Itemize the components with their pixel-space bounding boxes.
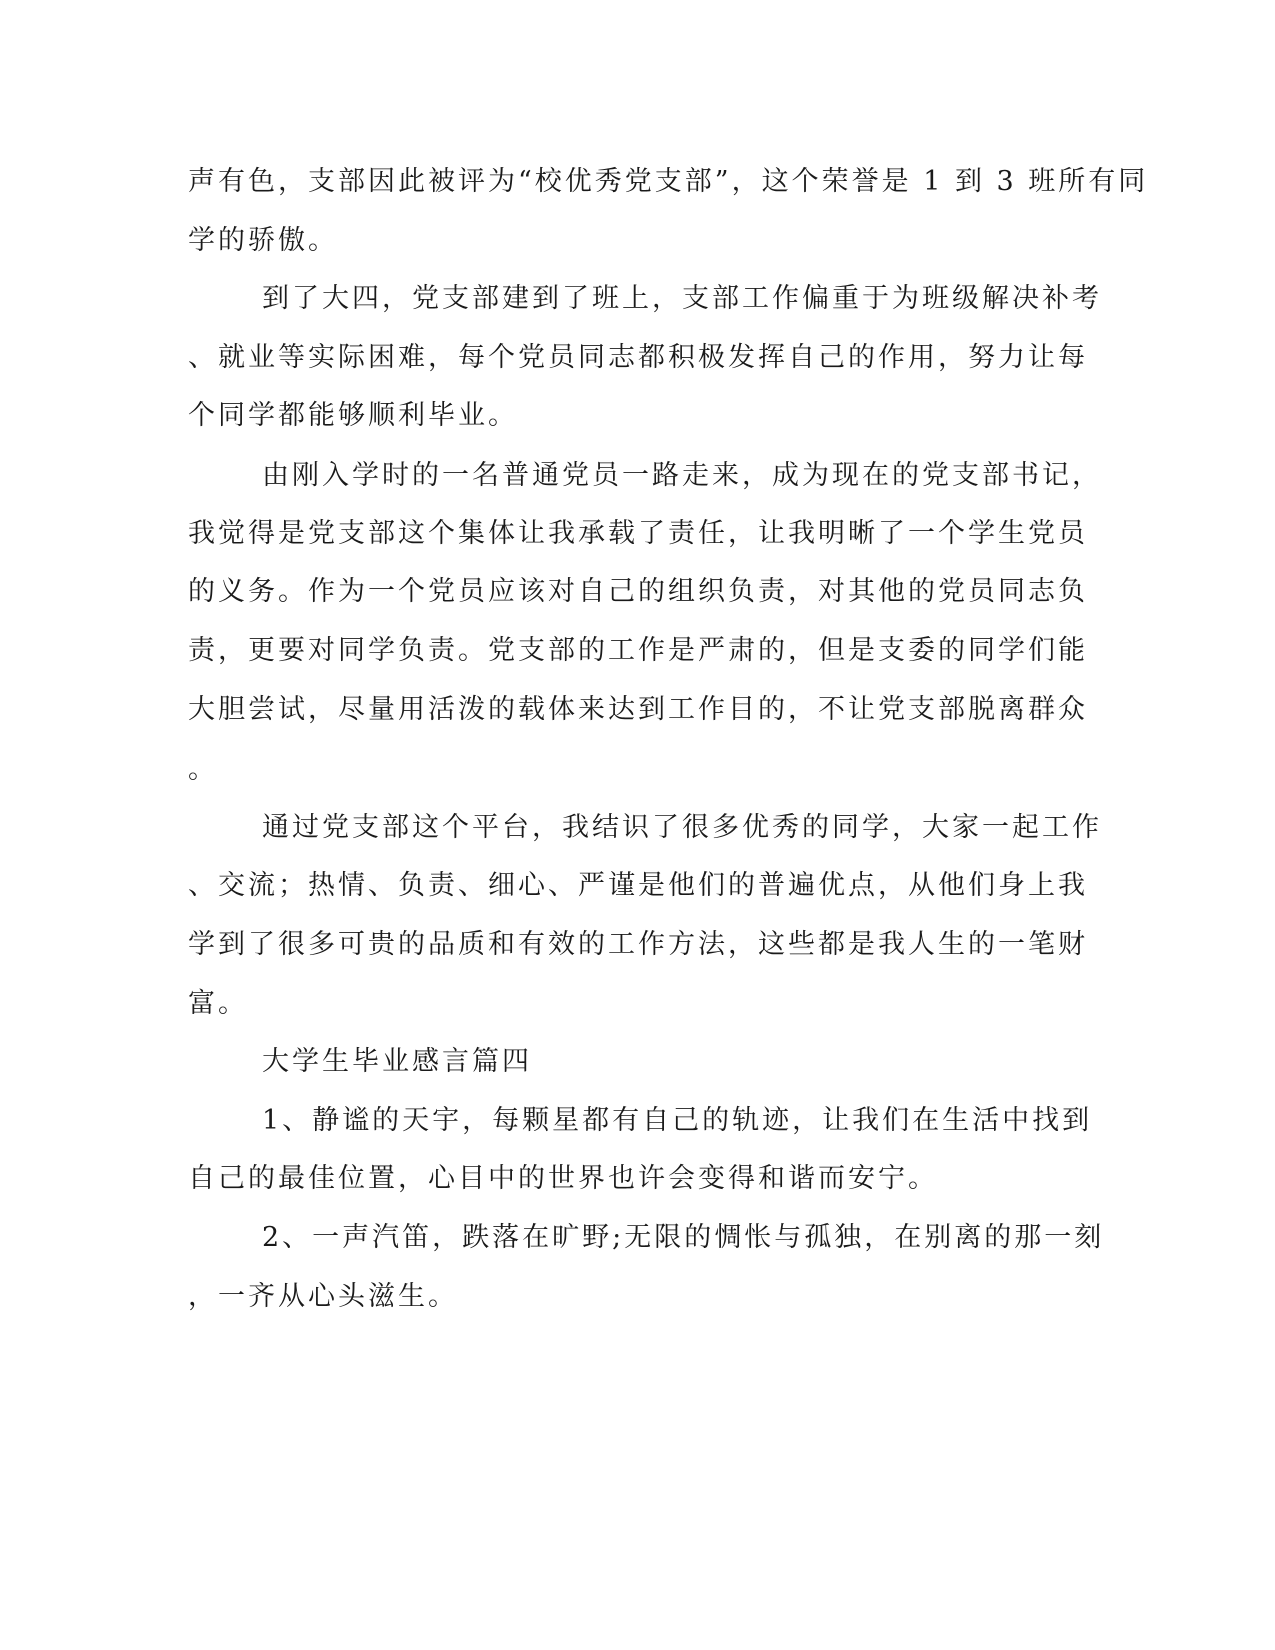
- text-line: 。: [188, 754, 218, 785]
- text-line: 2、一声汽笛，跌落在旷野;无限的惆怅与孤独，在别离的那一刻: [262, 1222, 1105, 1253]
- text-line: 富。: [188, 988, 248, 1019]
- text-line: 1、静谧的天宇，每颗星都有自己的轨迹，让我们在生活中找到: [262, 1105, 1093, 1136]
- text-line: 到了大四，党支部建到了班上，支部工作偏重于为班级解决补考: [262, 283, 1102, 314]
- text-line: 我觉得是党支部这个集体让我承载了责任，让我明晰了一个学生党员: [188, 518, 1088, 549]
- text-line: 声有色，支部因此被评为“校优秀党支部”，这个荣誉是 1 到 3 班所有同: [188, 166, 1149, 197]
- section-heading: 大学生毕业感言篇四: [262, 1046, 532, 1077]
- text-line: 学的骄傲。: [188, 225, 338, 256]
- text-line: ，一齐从心头滋生。: [188, 1281, 458, 1312]
- text-line: 学到了很多可贵的品质和有效的工作方法，这些都是我人生的一笔财: [188, 929, 1088, 960]
- text-line: 责，更要对同学负责。党支部的工作是严肃的，但是支委的同学们能: [188, 635, 1088, 666]
- text-line: 、交流；热情、负责、细心、严谨是他们的普遍优点，从他们身上我: [188, 870, 1088, 901]
- text-line: 通过党支部这个平台，我结识了很多优秀的同学，大家一起工作: [262, 812, 1102, 843]
- text-line: 的义务。作为一个党员应该对自己的组织负责，对其他的党员同志负: [188, 576, 1088, 607]
- text-line: 、就业等实际困难，每个党员同志都积极发挥自己的作用，努力让每: [188, 342, 1088, 373]
- text-line: 由刚入学时的一名普通党员一路走来，成为现在的党支部书记，: [262, 460, 1102, 491]
- text-line: 个同学都能够顺利毕业。: [188, 400, 518, 431]
- text-line: 大胆尝试，尽量用活泼的载体来达到工作目的，不让党支部脱离群众: [188, 694, 1088, 725]
- text-line: 自己的最佳位置，心目中的世界也许会变得和谐而安宁。: [188, 1163, 938, 1194]
